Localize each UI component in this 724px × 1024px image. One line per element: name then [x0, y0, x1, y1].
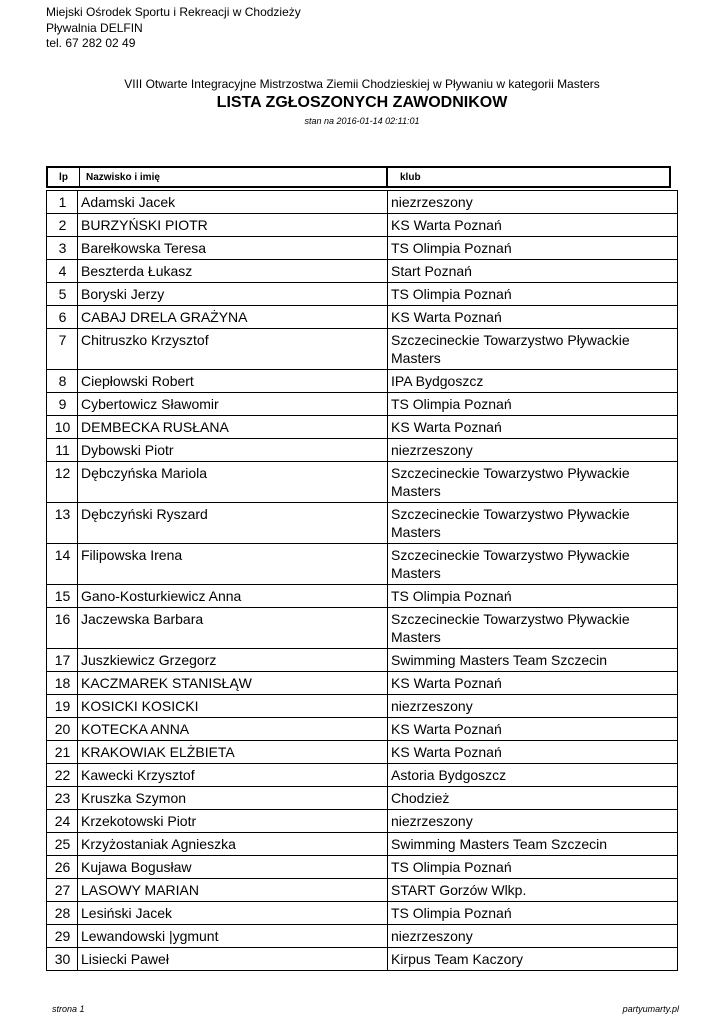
participant-name: BURZYŃSKI PIOTR	[78, 214, 388, 237]
row-number: 9	[47, 393, 78, 416]
title-block	[0, 77, 724, 127]
table-row	[47, 544, 678, 585]
table-row	[47, 833, 678, 856]
participant-club: TS Olimpia Poznań	[388, 393, 678, 416]
participant-name: Ciepłowski Robert	[78, 370, 388, 393]
participant-name: Boryski Jerzy	[78, 283, 388, 306]
participant-club: START Gorzów Wlkp.	[388, 879, 678, 902]
participant-name: Dębczyński Ryszard	[78, 503, 388, 544]
participant-club: Start Poznań	[388, 260, 678, 283]
participant-name: Dybowski Piotr	[78, 439, 388, 462]
table-row	[47, 695, 678, 718]
row-number: 12	[47, 462, 78, 503]
table-row	[47, 879, 678, 902]
participant-club: Swimming Masters Team Szczecin	[388, 649, 678, 672]
participant-name: Krzyżostaniak Agnieszka	[78, 833, 388, 856]
row-number: 8	[47, 370, 78, 393]
participant-club: Szczecineckie Towarzystwo Pływackie Masters	[388, 462, 678, 503]
participant-name: KOSICKI KOSICKI	[78, 695, 388, 718]
table-row	[47, 306, 678, 329]
participant-club: Kirpus Team Kaczory	[388, 948, 678, 971]
row-number: 20	[47, 718, 78, 741]
row-number: 5	[47, 283, 78, 306]
table-row	[47, 237, 678, 260]
participant-club: KS Warta Poznań	[388, 718, 678, 741]
table-row	[47, 764, 678, 787]
row-number: 15	[47, 585, 78, 608]
table-row	[47, 416, 678, 439]
participant-club: Chodzież	[388, 787, 678, 810]
participant-name: Filipowska Irena	[78, 544, 388, 585]
table-row	[47, 260, 678, 283]
organization-header	[46, 5, 301, 52]
participant-name: Kruszka Szymon	[78, 787, 388, 810]
row-number: 25	[47, 833, 78, 856]
participant-name: DEMBECKA RUSŁANA	[78, 416, 388, 439]
participant-club: TS Olimpia Poznań	[388, 283, 678, 306]
table-row	[47, 741, 678, 764]
row-number: 24	[47, 810, 78, 833]
page-number: strona 1	[52, 1004, 85, 1014]
event-subtitle: VIII Otwarte Integracyjne Mistrzostwa Ziemii Chodzieskiej w Pływaniu w kategorii Masters	[124, 77, 600, 91]
participant-club: Szczecineckie Towarzystwo Pływackie Masters	[388, 329, 678, 370]
site-credit: partyumarty.pl	[622, 1004, 679, 1014]
row-number: 17	[47, 649, 78, 672]
row-number: 27	[47, 879, 78, 902]
page-title: LISTA ZGŁOSZONYCH ZAWODNIKOW	[216, 94, 508, 111]
row-number: 3	[47, 237, 78, 260]
participant-name: Lesiński Jacek	[78, 902, 388, 925]
table-row	[47, 283, 678, 306]
participant-name: Lisiecki Paweł	[78, 948, 388, 971]
participant-club: Szczecineckie Towarzystwo Pływackie Masters	[388, 503, 678, 544]
timestamp: stan na 2016-01-14 02:11:01	[304, 116, 420, 126]
table-row	[47, 393, 678, 416]
participant-name: Chitruszko Krzysztof	[78, 329, 388, 370]
participant-name: Kujawa Bogusław	[78, 856, 388, 879]
row-number: 14	[47, 544, 78, 585]
participant-name: Adamski Jacek	[78, 191, 388, 214]
participant-club: KS Warta Poznań	[388, 741, 678, 764]
participant-name: Cybertowicz Sławomir	[78, 393, 388, 416]
row-number: 11	[47, 439, 78, 462]
table-row	[47, 608, 678, 649]
org-phone: tel. 67 282 02 49	[46, 36, 136, 50]
participant-club: Astoria Bydgoszcz	[388, 764, 678, 787]
row-number: 18	[47, 672, 78, 695]
table-row	[47, 672, 678, 695]
column-header-lp: lp	[48, 168, 80, 186]
row-number: 7	[47, 329, 78, 370]
table-row	[47, 902, 678, 925]
row-number: 21	[47, 741, 78, 764]
org-name: Miejski Ośrodek Sportu i Rekreacji w Chodzieży	[46, 5, 301, 19]
participant-club: Szczecineckie Towarzystwo Pływackie Masters	[388, 608, 678, 649]
row-number: 26	[47, 856, 78, 879]
row-number: 22	[47, 764, 78, 787]
row-number: 6	[47, 306, 78, 329]
participant-name: KRAKOWIAK ELŻBIETA	[78, 741, 388, 764]
row-number: 23	[47, 787, 78, 810]
table-row	[47, 462, 678, 503]
row-number: 19	[47, 695, 78, 718]
table-row	[47, 585, 678, 608]
column-header-name: Nazwisko i imię	[80, 168, 388, 186]
participant-club: KS Warta Poznań	[388, 306, 678, 329]
participant-club: niezrzeszony	[388, 439, 678, 462]
participant-club: TS Olimpia Poznań	[388, 856, 678, 879]
table-row	[47, 191, 678, 214]
participant-name: Jaczewska Barbara	[78, 608, 388, 649]
row-number: 1	[47, 191, 78, 214]
table-row	[47, 948, 678, 971]
participant-name: KOTECKA ANNA	[78, 718, 388, 741]
participant-name: Lewandowski |ygmunt	[78, 925, 388, 948]
participant-name: Kawecki Krzysztof	[78, 764, 388, 787]
table-row	[47, 214, 678, 237]
participant-club: KS Warta Poznań	[388, 672, 678, 695]
table-row	[47, 925, 678, 948]
row-number: 2	[47, 214, 78, 237]
participant-name: Gano-Kosturkiewicz Anna	[78, 585, 388, 608]
participant-name: Beszterda Łukasz	[78, 260, 388, 283]
row-number: 4	[47, 260, 78, 283]
table-header	[46, 166, 671, 188]
table-row	[47, 856, 678, 879]
participant-club: Szczecineckie Towarzystwo Pływackie Masters	[388, 544, 678, 585]
participant-club: IPA Bydgoszcz	[388, 370, 678, 393]
participants-table	[46, 190, 678, 971]
row-number: 30	[47, 948, 78, 971]
participant-name: Dębczyńska Mariola	[78, 462, 388, 503]
column-header-club: klub	[400, 171, 421, 183]
participant-club: TS Olimpia Poznań	[388, 237, 678, 260]
participant-club: niezrzeszony	[388, 695, 678, 718]
table-row	[47, 503, 678, 544]
participant-name: CABAJ DRELA GRAŻYNA	[78, 306, 388, 329]
table-row	[47, 649, 678, 672]
participant-club: niezrzeszony	[388, 925, 678, 948]
participant-club: KS Warta Poznań	[388, 416, 678, 439]
row-number: 10	[47, 416, 78, 439]
org-facility: Pływalnia DELFIN	[46, 20, 143, 35]
participant-name: Juszkiewicz Grzegorz	[78, 649, 388, 672]
participant-name: LASOWY MARIAN	[78, 879, 388, 902]
table-row	[47, 787, 678, 810]
row-number: 13	[47, 503, 78, 544]
table-row	[47, 718, 678, 741]
table-row	[47, 329, 678, 370]
participant-name: Krzekotowski Piotr	[78, 810, 388, 833]
table-row	[47, 439, 678, 462]
row-number: 29	[47, 925, 78, 948]
participant-club: TS Olimpia Poznań	[388, 585, 678, 608]
participant-name: Barełkowska Teresa	[78, 237, 388, 260]
participant-club: TS Olimpia Poznań	[388, 902, 678, 925]
participant-club: niezrzeszony	[388, 810, 678, 833]
participant-name: KACZMAREK STANISŁĄW	[78, 672, 388, 695]
participant-club: Swimming Masters Team Szczecin	[388, 833, 678, 856]
row-number: 28	[47, 902, 78, 925]
table-row	[47, 370, 678, 393]
participant-club: KS Warta Poznań	[388, 214, 678, 237]
participant-club: niezrzeszony	[388, 191, 678, 214]
table-row	[47, 810, 678, 833]
row-number: 16	[47, 608, 78, 649]
